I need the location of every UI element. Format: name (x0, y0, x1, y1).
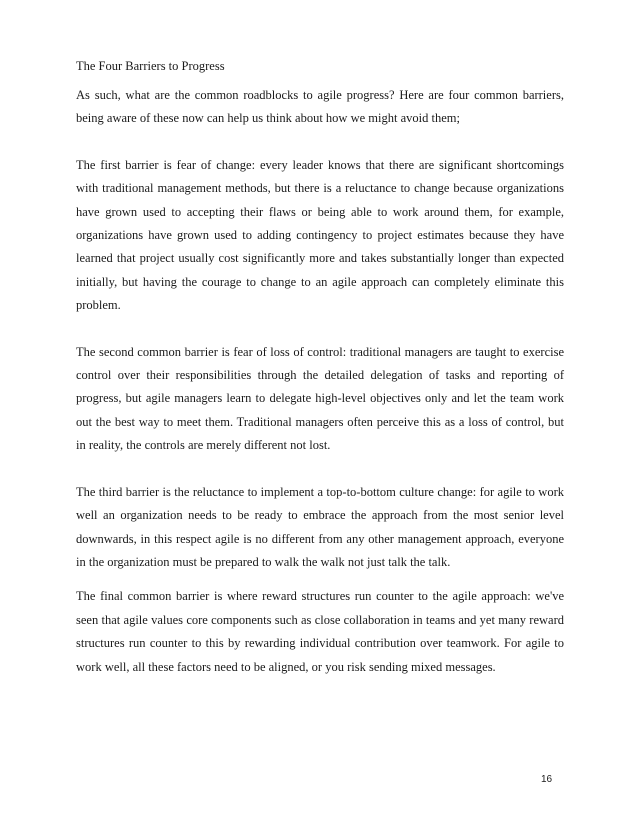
paragraph-third-barrier: The third barrier is the reluctance to implement a top-to-bottom culture change: for agile to work well an organization needs to be ready to embrace the approach from the most senior level downwards, in this respect agile is no different from any other management approach, everyone in the organization must be prepared to walk the walk not just talk the talk. (76, 484, 564, 569)
paragraph-final-barrier: The final common barrier is where reward structures run counter to the agile approach: we've seen that agile values core components such as close collaboration in teams and yet many reward structures run counter to this by rewarding individual contribution over teamwork. For agile to work well, all these factors need to be aligned, or you risk sending mixed messages. (76, 589, 564, 674)
paragraph-intro: As such, what are the common roadblocks to agile progress? Here are four common barriers, being aware of these now can help us think about how we might avoid them; (76, 88, 564, 126)
section-heading: The Four Barriers to Progress (76, 59, 225, 73)
page-number: 16 (541, 774, 553, 785)
page-content (76, 57, 564, 679)
paragraph-second-barrier: The second common barrier is fear of loss of control: traditional managers are taught to exercise control over their responsibilities through the detailed delegation of tasks and reporting of progress, but agile managers learn to delegate high-level objectives only and let the team work out the best way to meet them. Traditional managers often perceive this as a loss of control, but in reality, the controls are merely different not lost. (76, 344, 564, 453)
paragraph-first-barrier: The first barrier is fear of change: every leader knows that there are significant shortcomings with traditional management methods, but there is a reluctance to change because organizations have grown used to accepting their flaws or being able to work around them, for example, organizations have grown used to adding contingency to project estimates because they have learned that project usually cost significantly more and takes substantially longer than expected initially, but having the courage to change to an agile approach can completely eliminate this problem. (76, 157, 564, 313)
